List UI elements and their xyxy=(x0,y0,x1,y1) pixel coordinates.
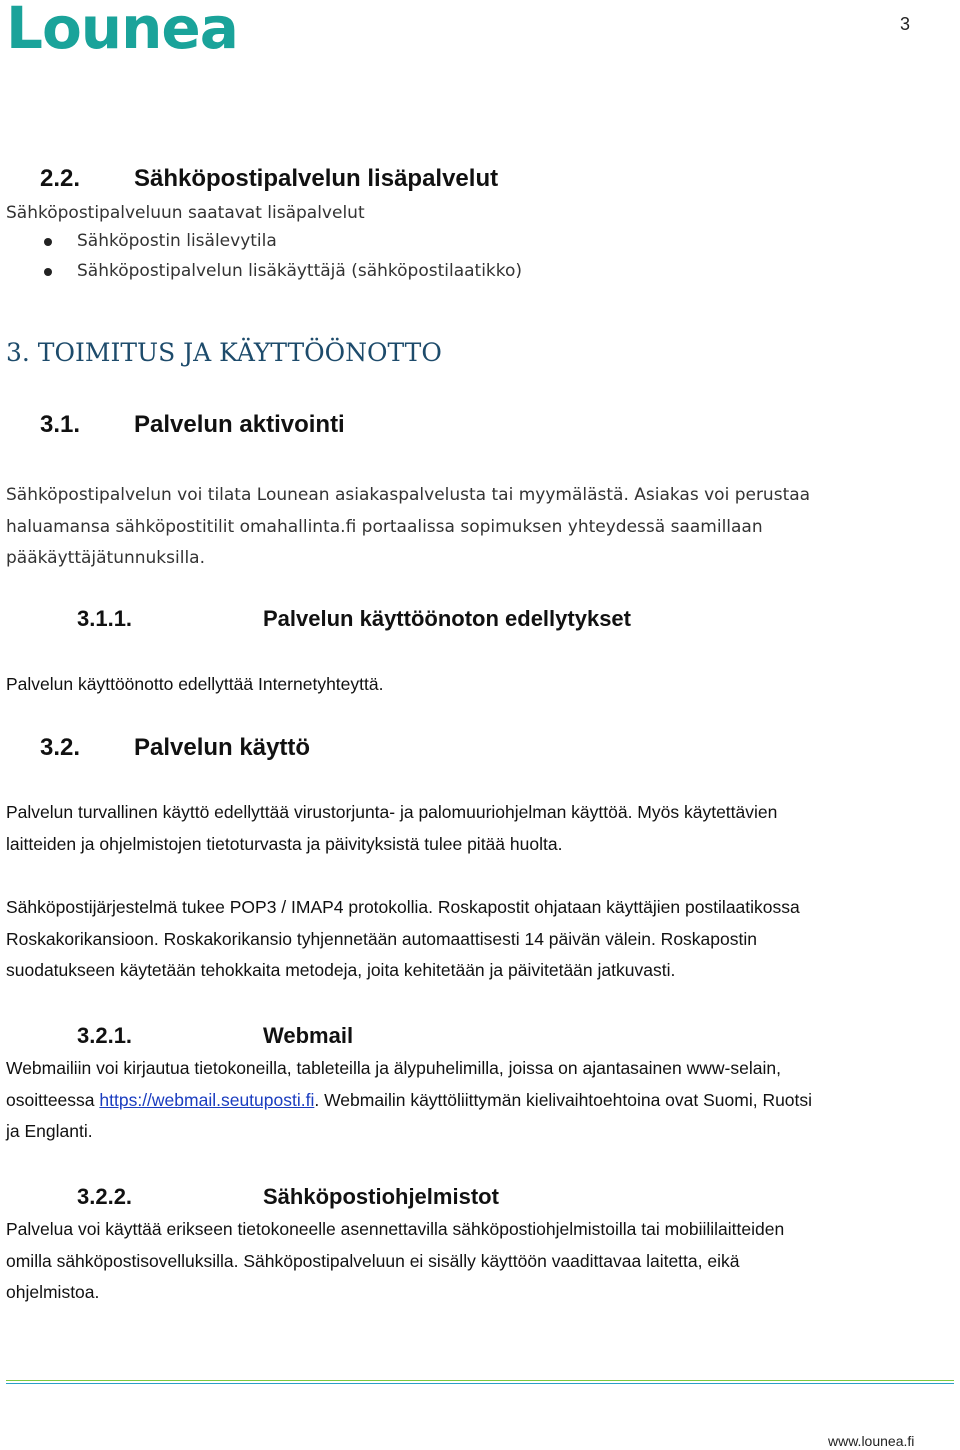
text-fragment: osoitteessa xyxy=(6,1089,100,1110)
section-3-1-body xyxy=(6,480,810,575)
text-fragment: . Webmailin käyttöliittymän kielivaihtoehtoina ovat Suomi, Ruotsi xyxy=(314,1089,813,1110)
section-number: 3.2.1. xyxy=(77,1023,133,1048)
bullet-item: Sähköpostin lisälevytila xyxy=(77,231,277,251)
paragraph-line: Webmailiin voi kirjautua tietokoneilla, tableteilla ja älypuhelimilla, joissa on ajantasainen www-selain, xyxy=(6,1058,781,1078)
paragraph-line: pääkäyttäjätunnuksilla. xyxy=(6,548,205,568)
section-3-2-2-body xyxy=(6,1214,784,1309)
paragraph-line: omilla sähköpostisovelluksilla. Sähköpostipalveluun ei sisälly käyttöön vaadittavaa laitetta, eikä xyxy=(6,1250,740,1271)
section-number: 3.2.2. xyxy=(77,1184,133,1209)
paragraph-line: Sähköpostipalvelun voi tilata Lounean asiakaspalvelusta tai myymälästä. Asiakas voi perustaa xyxy=(6,485,811,505)
lounea-logo: Lounea xyxy=(6,0,238,62)
paragraph-line: haluamansa sähköpostitilit omahallinta.fi portaalissa sopimuksen yhteydessä saamillaan xyxy=(6,516,763,537)
section-title: Sähköpostiohjelmistot xyxy=(263,1184,499,1209)
section-2-2-intro: Sähköpostipalveluun saatavat lisäpalvelut xyxy=(6,203,365,223)
section-3-1-1-heading xyxy=(77,606,631,632)
paragraph-line: ohjelmistoa. xyxy=(6,1282,100,1302)
paragraph-line: Roskakorikansioon. Roskakorikansio tyhjennetään automaattisesti 14 päivän välein. Roskapostin xyxy=(6,928,757,949)
paragraph-line: laitteiden ja ohjelmistojen tietoturvasta ja päivityksistä tulee pitää huolta. xyxy=(6,833,563,854)
section-3-1-heading xyxy=(40,411,345,439)
section-number: 3.1.1. xyxy=(77,606,133,631)
section-2-2-heading xyxy=(40,165,498,193)
section-3-2-heading xyxy=(40,734,310,762)
section-3-1-1-body: Palvelun käyttöönotto edellyttää Internetyhteyttä. xyxy=(6,674,384,694)
paragraph-line: Sähköpostijärjestelmä tukee POP3 / IMAP4 protokollia. Roskapostit ohjataan käyttäjien postilaatikossa xyxy=(6,897,800,917)
section-title: Palvelun käyttöönoton edellytykset xyxy=(263,606,631,631)
section-3-2-para-2 xyxy=(6,892,800,987)
footer-rule-green xyxy=(6,1380,954,1381)
chapter-3-heading: 3. TOIMITUS JA KÄYTTÖÖNOTTO xyxy=(6,338,442,367)
paragraph-line: Palvelua voi käyttää erikseen tietokoneelle asennettavilla sähköpostiohjelmistoilla tai mobiililaitteiden xyxy=(6,1219,785,1239)
bullet-item: Sähköpostipalvelun lisäkäyttäjä (sähköpostilaatikko) xyxy=(77,261,523,281)
paragraph-line: suodatukseen käytetään tehokkaita metodeja, joita kehitetään ja päivitetään jatkuvasti. xyxy=(6,960,676,980)
section-3-2-para-1 xyxy=(6,797,777,860)
paragraph-line: ja Englanti. xyxy=(6,1121,93,1141)
page-number: 3 xyxy=(900,14,911,34)
section-title: Palvelun käyttö xyxy=(134,734,311,761)
paragraph-line xyxy=(6,1085,812,1117)
bullet-icon xyxy=(44,238,52,246)
section-title: Sähköpostipalvelun lisäpalvelut xyxy=(134,165,499,192)
section-3-2-1-heading xyxy=(77,1023,353,1049)
section-3-2-2-heading xyxy=(77,1184,499,1210)
bullet-icon xyxy=(44,268,52,276)
section-title: Palvelun aktivointi xyxy=(134,411,345,438)
section-title: Webmail xyxy=(263,1023,354,1048)
footer-url: www.lounea.fi xyxy=(828,1433,915,1449)
section-3-2-1-body xyxy=(6,1053,812,1148)
footer-rule-blue xyxy=(6,1383,954,1384)
webmail-link[interactable]: https://webmail.seutuposti.fi xyxy=(99,1089,315,1110)
section-number: 3.2. xyxy=(40,734,81,761)
section-number: 2.2. xyxy=(40,165,81,192)
section-number: 3.1. xyxy=(40,411,81,438)
paragraph-line: Palvelun turvallinen käyttö edellyttää virustorjunta- ja palomuuriohjelman käyttöä. Myös käytettävien xyxy=(6,802,778,822)
